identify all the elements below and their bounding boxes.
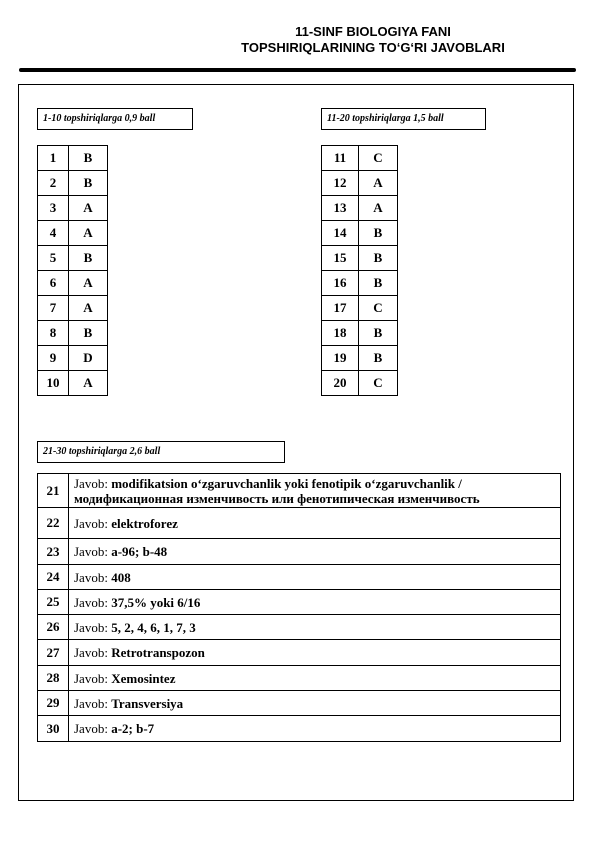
table-row bbox=[322, 296, 398, 321]
table-row bbox=[322, 271, 398, 296]
table-row bbox=[38, 221, 108, 246]
table-row bbox=[322, 221, 398, 246]
table-row bbox=[38, 271, 108, 296]
answer-letter: B bbox=[359, 246, 398, 271]
table-row bbox=[38, 565, 561, 590]
question-number: 21 bbox=[38, 474, 69, 508]
table-row bbox=[38, 246, 108, 271]
question-number: 16 bbox=[322, 271, 359, 296]
question-number: 25 bbox=[38, 590, 69, 615]
answer-letter: A bbox=[359, 171, 398, 196]
table-row bbox=[322, 171, 398, 196]
table-row bbox=[38, 321, 108, 346]
header-divider bbox=[19, 68, 576, 72]
section2-label: 11-20 topshiriqlarga 1,5 ball bbox=[321, 108, 486, 130]
answer-letter: B bbox=[69, 146, 108, 171]
section3-answer-table bbox=[37, 473, 561, 742]
table-row bbox=[38, 615, 561, 640]
answer-letter: A bbox=[69, 296, 108, 321]
table-row bbox=[38, 590, 561, 615]
table-row bbox=[38, 666, 561, 691]
question-number: 5 bbox=[38, 246, 69, 271]
answer-text: a-96; b-48 bbox=[111, 544, 168, 559]
answer-letter: C bbox=[359, 371, 398, 396]
question-number: 6 bbox=[38, 271, 69, 296]
table-row bbox=[322, 321, 398, 346]
answer-cell bbox=[69, 691, 561, 716]
table-row bbox=[38, 640, 561, 666]
question-number: 30 bbox=[38, 716, 69, 742]
answer-cell bbox=[69, 539, 561, 565]
answer-letter: A bbox=[69, 221, 108, 246]
table-row bbox=[322, 346, 398, 371]
answer-letter: A bbox=[359, 196, 398, 221]
section3-label: 21-30 topshiriqlarga 2,6 ball bbox=[37, 441, 285, 463]
table-row bbox=[38, 196, 108, 221]
document-title-line1: 11-SINF BIOLOGIYA FANI bbox=[295, 24, 451, 39]
table-row bbox=[38, 508, 561, 539]
question-number: 20 bbox=[322, 371, 359, 396]
answer-prefix: Javob: bbox=[74, 594, 108, 610]
table-row bbox=[38, 539, 561, 565]
section1-label: 1-10 topshiriqlarga 0,9 ball bbox=[37, 108, 193, 130]
answer-prefix: Javob: bbox=[74, 619, 108, 635]
table-row bbox=[38, 371, 108, 396]
table-row bbox=[38, 146, 108, 171]
question-number: 28 bbox=[38, 666, 69, 691]
question-number: 7 bbox=[38, 296, 69, 321]
answer-text: 5, 2, 4, 6, 1, 7, 3 bbox=[111, 619, 196, 635]
question-number: 10 bbox=[38, 371, 69, 396]
question-number: 22 bbox=[38, 508, 69, 539]
answer-text: Xemosintez bbox=[111, 670, 176, 686]
answer-letter: B bbox=[69, 321, 108, 346]
question-number: 11 bbox=[322, 146, 359, 171]
answer-prefix: Javob: bbox=[74, 544, 108, 559]
question-number: 24 bbox=[38, 565, 69, 590]
answer-text: modifikatsion o‘zgaruvchanlik yoki fenotipik o‘zgaruvchanlik / модификационная изменчивость или фенотипическая изменчивость bbox=[74, 475, 480, 506]
answer-letter: D bbox=[69, 346, 108, 371]
question-number: 1 bbox=[38, 146, 69, 171]
table-row bbox=[322, 246, 398, 271]
table-row bbox=[38, 346, 108, 371]
table-row bbox=[38, 474, 561, 508]
answer-prefix: Javob: bbox=[74, 721, 108, 736]
answer-prefix: Javob: bbox=[74, 695, 108, 711]
answer-cell bbox=[69, 474, 561, 508]
question-number: 18 bbox=[322, 321, 359, 346]
question-number: 17 bbox=[322, 296, 359, 321]
question-number: 14 bbox=[322, 221, 359, 246]
answer-letter: C bbox=[359, 296, 398, 321]
table-row bbox=[322, 196, 398, 221]
question-number: 13 bbox=[322, 196, 359, 221]
answer-cell bbox=[69, 565, 561, 590]
answer-cell bbox=[69, 615, 561, 640]
answer-text: elektroforez bbox=[111, 515, 178, 531]
table-row bbox=[322, 146, 398, 171]
answer-letter: B bbox=[359, 271, 398, 296]
question-number: 29 bbox=[38, 691, 69, 716]
answer-letter: B bbox=[359, 221, 398, 246]
question-number: 3 bbox=[38, 196, 69, 221]
answer-text: Retrotranspozon bbox=[111, 645, 205, 660]
answer-letter: B bbox=[69, 171, 108, 196]
question-number: 4 bbox=[38, 221, 69, 246]
question-number: 9 bbox=[38, 346, 69, 371]
question-number: 15 bbox=[322, 246, 359, 271]
answer-text: 37,5% yoki 6/16 bbox=[111, 594, 201, 610]
answer-prefix: Javob: bbox=[74, 475, 108, 491]
answer-text: 408 bbox=[111, 569, 131, 585]
answer-letter: C bbox=[359, 146, 398, 171]
section1-answer-table bbox=[37, 145, 108, 396]
question-number: 23 bbox=[38, 539, 69, 565]
question-number: 2 bbox=[38, 171, 69, 196]
answer-cell bbox=[69, 640, 561, 666]
question-number: 27 bbox=[38, 640, 69, 666]
section2-answer-table bbox=[321, 145, 398, 396]
table-row bbox=[38, 171, 108, 196]
question-number: 12 bbox=[322, 171, 359, 196]
table-row bbox=[38, 691, 561, 716]
answer-letter: B bbox=[359, 321, 398, 346]
answer-cell bbox=[69, 666, 561, 691]
answer-letter: A bbox=[69, 271, 108, 296]
answer-letter: B bbox=[359, 346, 398, 371]
question-number: 26 bbox=[38, 615, 69, 640]
answer-cell bbox=[69, 716, 561, 742]
question-number: 19 bbox=[322, 346, 359, 371]
answer-prefix: Javob: bbox=[74, 670, 108, 686]
table-row bbox=[38, 296, 108, 321]
question-number: 8 bbox=[38, 321, 69, 346]
answer-letter: A bbox=[69, 196, 108, 221]
answer-cell bbox=[69, 508, 561, 539]
answer-letter: B bbox=[69, 246, 108, 271]
answer-text: Transversiya bbox=[111, 695, 184, 711]
answer-cell bbox=[69, 590, 561, 615]
answer-prefix: Javob: bbox=[74, 515, 108, 531]
answer-prefix: Javob: bbox=[74, 569, 108, 585]
answer-text: a-2; b-7 bbox=[111, 721, 155, 736]
table-row bbox=[38, 716, 561, 742]
answer-letter: A bbox=[69, 371, 108, 396]
table-row bbox=[322, 371, 398, 396]
answer-prefix: Javob: bbox=[74, 645, 108, 660]
document-title-line2: TOPSHIRIQLARINING TO‘G‘RI JAVOBLARI bbox=[241, 40, 505, 55]
